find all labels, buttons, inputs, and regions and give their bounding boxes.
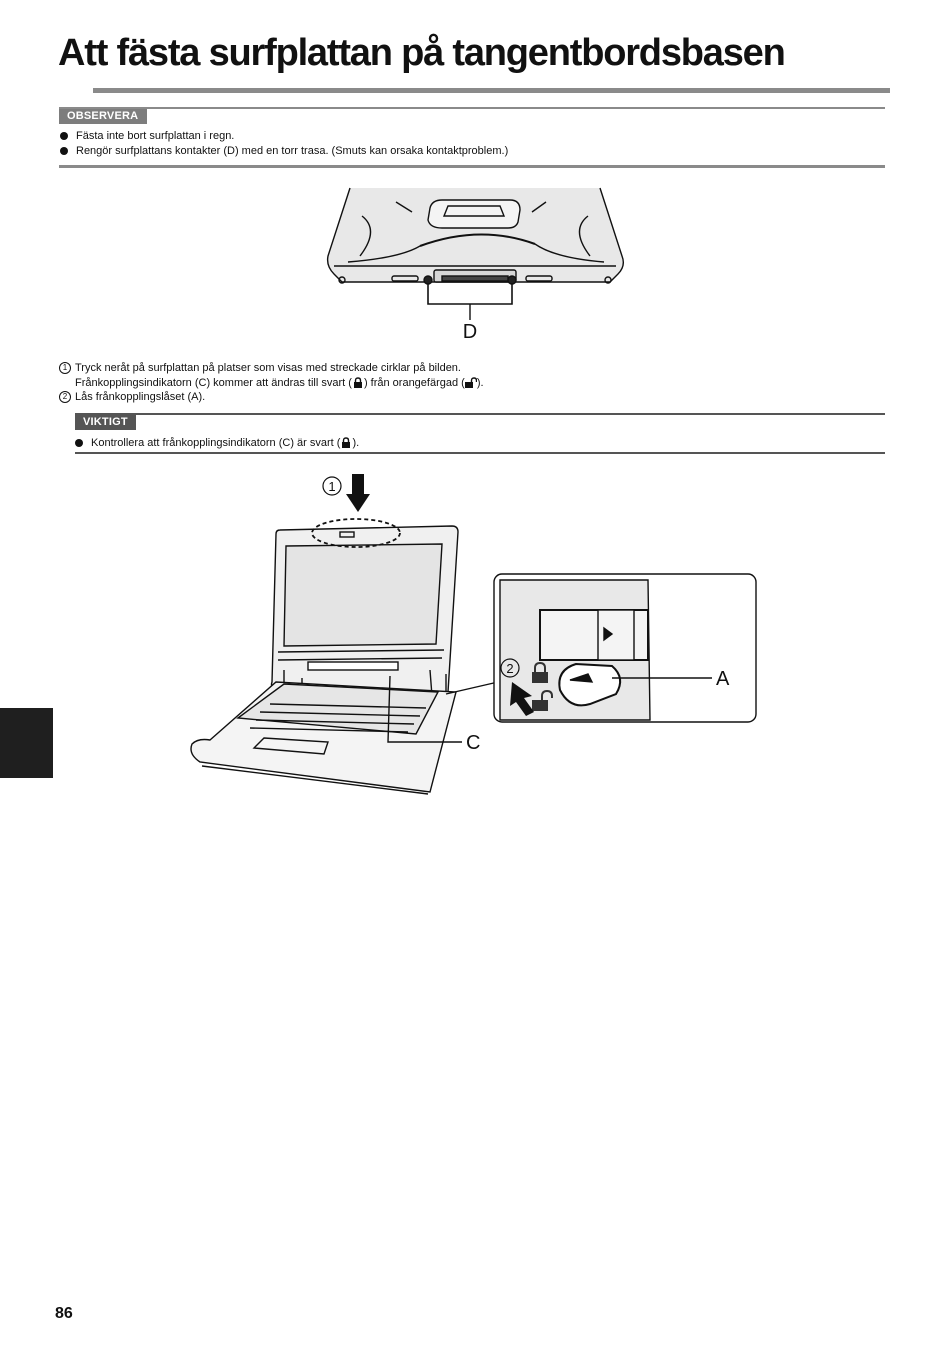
step-number: 2	[59, 391, 71, 403]
step-2-text: Lås frånkopplingslåset (A).	[75, 391, 206, 403]
step-1-marker-label: 1	[328, 479, 336, 494]
note-top-rule	[59, 107, 885, 109]
step-1-detail	[59, 376, 879, 391]
note-item-1	[76, 129, 234, 143]
tablet-contacts-figure	[320, 186, 630, 346]
step-1-text: Tryck neråt på surfplattan på platser som visas med streckade cirklar på bilden.	[75, 362, 461, 374]
important-item-part-b: ).	[352, 437, 360, 449]
note-item-text: Fästa inte bort surfplattan i regn.	[76, 130, 235, 142]
page-title: Att fästa surfplattan på tangentbordsbasen	[58, 32, 785, 74]
laptop-latch-illustration	[180, 470, 780, 800]
lock-closed-icon	[352, 377, 364, 388]
note-bottom-rule	[59, 165, 885, 168]
attach-tablet-figure	[180, 470, 780, 800]
step-1-detail-part-b: ) från orangefärgad (	[363, 376, 465, 389]
step-1-detail-part-c: ).	[476, 376, 484, 389]
step-2-marker-label: 2	[506, 661, 514, 676]
note-item-text: Rengör surfplattans kontakter (D) med en torr trasa. (Smuts kan orsaka kontaktproblem.)	[76, 145, 509, 157]
bullet-icon	[60, 147, 68, 155]
bullet-icon	[75, 439, 83, 447]
important-box	[75, 412, 885, 454]
lock-open-icon	[465, 377, 477, 388]
chapter-side-tab	[0, 708, 53, 778]
steps-section	[59, 361, 879, 405]
tablet-underside-illustration	[320, 186, 630, 346]
callout-a-label: A	[716, 668, 730, 690]
important-item	[91, 436, 359, 450]
note-item-2	[76, 144, 508, 158]
important-top-rule	[75, 413, 885, 415]
step-2	[59, 390, 879, 405]
important-label: VIKTIGT	[75, 415, 136, 430]
step-1	[59, 361, 879, 376]
step-1-detail-part-a: Frånkopplingsindikatorn (C) kommer att ändras till svart (	[75, 376, 352, 389]
page-number: 86	[55, 1305, 73, 1322]
step-number: 1	[59, 362, 71, 374]
callout-d-label: D	[462, 321, 478, 343]
title-divider	[93, 88, 890, 93]
down-arrow-icon	[346, 474, 370, 512]
important-item-part-a: Kontrollera att frånkopplingsindikatorn (C) är svart (	[91, 437, 341, 449]
note-label: OBSERVERA	[59, 109, 147, 124]
bullet-icon	[60, 132, 68, 140]
note-box	[59, 105, 885, 168]
important-bottom-rule	[75, 452, 885, 454]
lock-closed-icon	[340, 437, 352, 448]
callout-c-label: C	[466, 732, 481, 754]
